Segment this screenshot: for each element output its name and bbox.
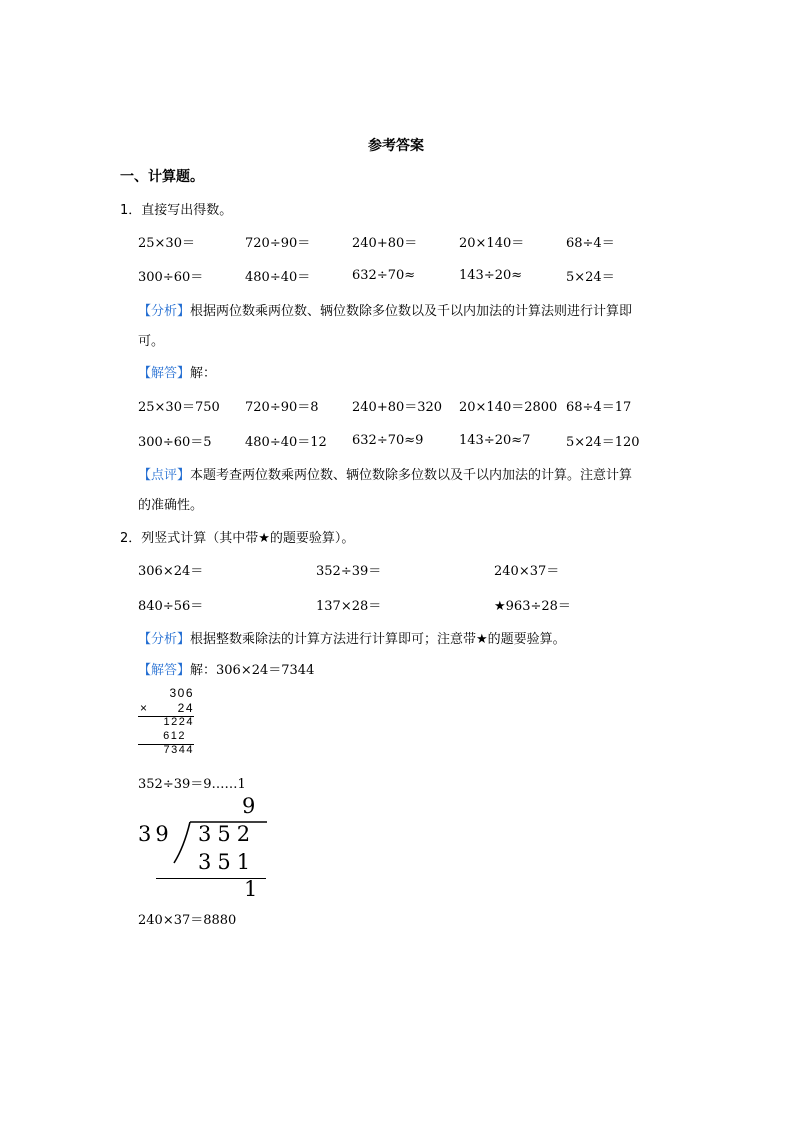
division-quotient: 9 bbox=[242, 794, 256, 818]
q1-analysis-cont: 可。 bbox=[138, 334, 165, 349]
division-divisor: 39 bbox=[138, 822, 173, 846]
q1-answer: 20×140＝2800 bbox=[459, 400, 558, 415]
mult-partial-1: 1224 bbox=[163, 716, 194, 728]
mult-operator: × bbox=[140, 701, 149, 715]
q1-problem: 68÷4＝ bbox=[566, 236, 615, 251]
q1-answer: 300÷60＝5 bbox=[138, 435, 212, 450]
vertical-multiplication bbox=[138, 686, 198, 760]
q1-problem: 25×30＝ bbox=[138, 236, 195, 251]
q1-problem: 480÷40＝ bbox=[245, 270, 311, 285]
q1-answer: 143÷20≈7 bbox=[459, 433, 531, 448]
q1-problem: 5×24＝ bbox=[566, 270, 615, 285]
q1-answer: 632÷70≈9 bbox=[352, 433, 424, 448]
q2-problem: 840÷56＝ bbox=[138, 599, 204, 614]
q2-analysis bbox=[138, 628, 566, 647]
analysis-tag: 【分析】 bbox=[138, 632, 191, 647]
answer-third-line: 240×37＝8880 bbox=[138, 913, 237, 928]
q2-problem: 240×37＝ bbox=[494, 564, 560, 579]
q1-problem: 240+80＝ bbox=[352, 236, 418, 251]
q1-problem: 632÷70≈ bbox=[352, 268, 416, 283]
q1-problem: 720÷90＝ bbox=[245, 236, 311, 251]
q1-answer: 68÷4＝17 bbox=[566, 400, 632, 415]
q1-problem: 143÷20≈ bbox=[459, 268, 523, 283]
answer-tag: 【解答】 bbox=[138, 663, 191, 678]
q2-answer-heading bbox=[138, 659, 314, 678]
mult-multiplier: 24 bbox=[177, 701, 194, 715]
question-2-stem: 2．列竖式计算（其中带★的题要验算）。 bbox=[120, 531, 355, 546]
q1-answer: 480÷40＝12 bbox=[245, 435, 327, 450]
answer-tag: 【解答】 bbox=[138, 366, 191, 381]
division-remainder: 1 bbox=[244, 877, 258, 901]
answer-label: 解： bbox=[190, 366, 217, 381]
comment-tag: 【点评】 bbox=[138, 468, 191, 483]
division-product: 351 bbox=[198, 850, 257, 874]
analysis-tag: 【分析】 bbox=[138, 304, 191, 319]
q1-answer: 5×24＝120 bbox=[566, 435, 640, 450]
q2-problem: ★963÷28＝ bbox=[494, 599, 571, 614]
mult-partial-2: 612 bbox=[163, 730, 186, 742]
analysis-text: 根据整数乘除法的计算方法进行计算即可；注意带★的题要验算。 bbox=[190, 632, 566, 647]
q1-analysis bbox=[138, 300, 632, 319]
mult-result: 7344 bbox=[163, 744, 194, 756]
page-title: 参考答案 bbox=[368, 138, 424, 154]
q2-problem: 306×24＝ bbox=[138, 564, 204, 579]
question-1-stem: 1．直接写出得数。 bbox=[120, 203, 233, 218]
comment-text: 本题考查两位数乘两位数、辆位数除多位数以及千以内加法的计算。注意计算 bbox=[190, 468, 633, 483]
division-dividend: 352 bbox=[198, 822, 257, 846]
q2-problem: 352÷39＝ bbox=[316, 564, 382, 579]
section-heading: 一、计算题。 bbox=[120, 169, 204, 185]
q1-answer: 720÷90＝8 bbox=[245, 400, 319, 415]
q1-answer: 240+80＝320 bbox=[352, 400, 443, 415]
answer-first-line: 解：306×24＝7344 bbox=[190, 663, 315, 678]
long-division bbox=[138, 794, 278, 904]
q1-problem: 300÷60＝ bbox=[138, 270, 204, 285]
division-result-line: 352÷39＝9……1 bbox=[138, 777, 246, 792]
q1-answer-heading bbox=[138, 362, 216, 381]
q1-answer: 25×30＝750 bbox=[138, 400, 220, 415]
mult-multiplicand: 306 bbox=[169, 686, 194, 700]
q1-problem: 20×140＝ bbox=[459, 236, 525, 251]
q1-comment-cont: 的准确性。 bbox=[138, 498, 204, 513]
q1-comment bbox=[138, 464, 632, 483]
q2-problem: 137×28＝ bbox=[316, 599, 382, 614]
analysis-text: 根据两位数乘两位数、辆位数除多位数以及千以内加法的计算法则进行计算即 bbox=[190, 304, 633, 319]
